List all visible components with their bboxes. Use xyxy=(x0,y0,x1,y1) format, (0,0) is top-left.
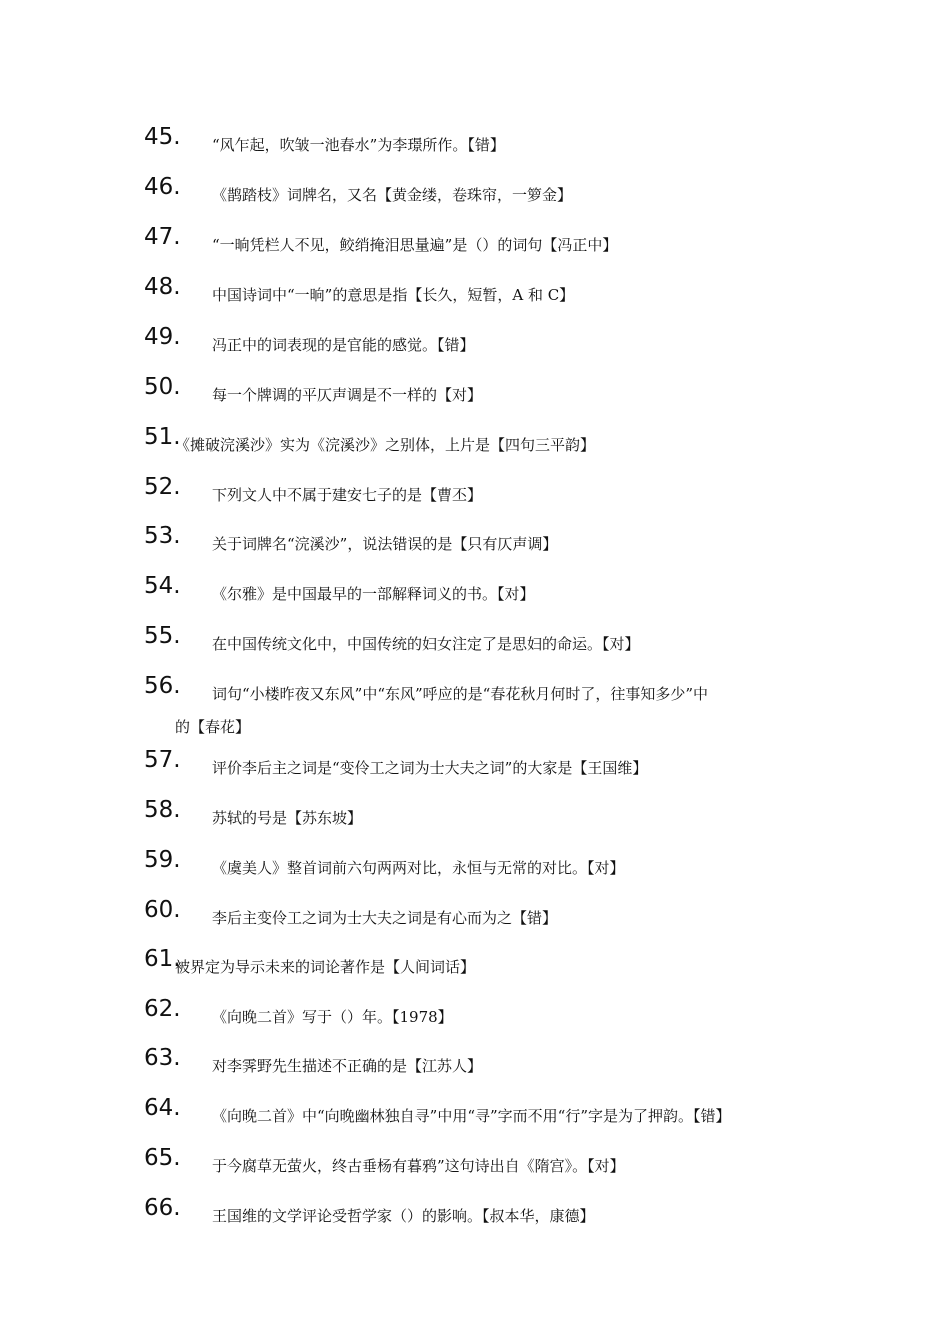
item-number: 62. xyxy=(144,996,181,1022)
item-number: 45. xyxy=(144,124,181,150)
item-text: 《向晚二首》写于（）年。【1978】 xyxy=(212,1008,453,1026)
item-number: 65. xyxy=(144,1145,181,1171)
item-number: 63. xyxy=(144,1045,181,1071)
item-text: 《摊破浣溪沙》实为《浣溪沙》之别体，上片是【四句三平韵】 xyxy=(175,436,596,454)
item-number: 61. xyxy=(144,946,181,972)
item-text: “风乍起，吹皱一池春水”为李璟所作。【错】 xyxy=(212,136,505,154)
item-text: 王国维的文学评论受哲学家（）的影响。【叔本华，康德】 xyxy=(212,1207,595,1225)
item-text: “一晌凭栏人不见，鲛绡掩泪思量遍”是（）的词句【冯正中】 xyxy=(212,236,618,254)
item-number: 50. xyxy=(144,374,181,400)
item-text: 《向晚二首》中“向晚幽林独自寻”中用“寻”字而不用“行”字是为了押韵。【错】 xyxy=(212,1107,731,1125)
item-text: 每一个牌调的平仄声调是不一样的【对】 xyxy=(212,386,483,404)
item-text: 下列文人中不属于建安七子的是【曹丕】 xyxy=(212,486,483,504)
item-number: 52. xyxy=(144,474,181,500)
item-number: 56. xyxy=(144,673,181,699)
item-number: 60. xyxy=(144,897,181,923)
item-text: 在中国传统文化中，中国传统的妇女注定了是思妇的命运。【对】 xyxy=(212,635,640,653)
item-number: 48. xyxy=(144,274,181,300)
item-text: 于今腐草无萤火，终古垂杨有暮鸦”这句诗出自《隋宫》。【对】 xyxy=(212,1157,625,1175)
item-number: 55. xyxy=(144,623,181,649)
item-text: 苏轼的号是【苏东坡】 xyxy=(212,809,363,827)
item-number: 54. xyxy=(144,573,181,599)
item-text-continuation: 的【春花】 xyxy=(175,718,251,736)
item-text: 《尔雅》是中国最早的一部解释词义的书。【对】 xyxy=(212,585,535,603)
item-number: 64. xyxy=(144,1095,181,1121)
item-number: 57. xyxy=(144,747,181,773)
item-text: 《虞美人》整首词前六句两两对比，永恒与无常的对比。【对】 xyxy=(212,859,625,877)
item-number: 49. xyxy=(144,324,181,350)
item-number: 46. xyxy=(144,174,181,200)
item-number: 66. xyxy=(144,1195,181,1221)
item-number: 51. xyxy=(144,424,181,450)
item-number: 53. xyxy=(144,523,181,549)
item-text: 对李霁野先生描述不正确的是【江苏人】 xyxy=(212,1057,483,1075)
item-text: 中国诗词中“一晌”的意思是指【长久，短暂，A 和 C】 xyxy=(212,286,575,304)
item-number: 47. xyxy=(144,224,181,250)
item-text: 冯正中的词表现的是官能的感觉。【错】 xyxy=(212,336,475,354)
item-number: 59. xyxy=(144,847,181,873)
item-text: 评价李后主之词是“变伶工之词为士大夫之词”的大家是【王国维】 xyxy=(212,759,648,777)
item-text: 被界定为导示未来的词论著作是【人间词话】 xyxy=(175,958,476,976)
item-number: 58. xyxy=(144,797,181,823)
item-text: 李后主变伶工之词为士大夫之词是有心而为之【错】 xyxy=(212,909,558,927)
item-text: 关于词牌名“浣溪沙”，说法错误的是【只有仄声调】 xyxy=(212,535,558,553)
item-text: 词句“小楼昨夜又东风”中“东风”呼应的是“春花秋月何时了，往事知多少”中 xyxy=(212,685,709,703)
item-text: 《鹊踏枝》词牌名，又名【黄金缕，卷珠帘，一箩金】 xyxy=(212,186,573,204)
